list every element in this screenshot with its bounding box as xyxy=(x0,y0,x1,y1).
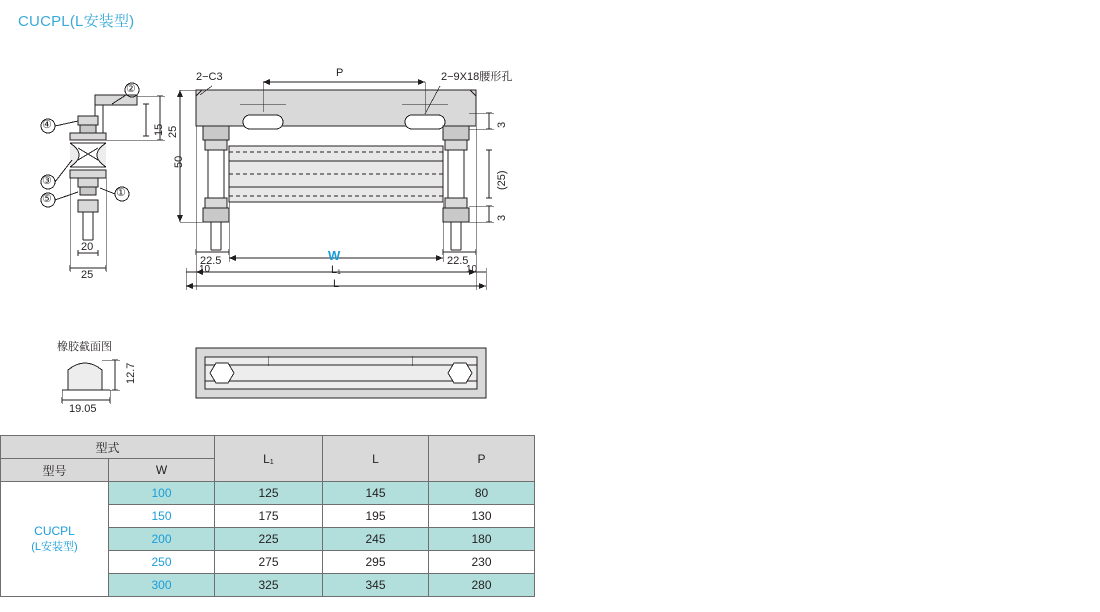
table-header-row-1 xyxy=(1,436,535,459)
pitch-label: P xyxy=(336,67,344,79)
chamfer-label: 2−C3 xyxy=(196,71,223,83)
dim-L-label: L xyxy=(333,278,340,290)
dim-offset-right-label: 10 xyxy=(466,264,478,275)
callout-1: ① xyxy=(116,187,126,199)
dim-20-label: 20 xyxy=(81,241,94,253)
dim-3-top-label: 3 xyxy=(496,121,508,128)
series-name: CUCPL xyxy=(34,523,75,538)
cell-l: 245 xyxy=(323,528,429,551)
dim-3-bottom-label: 3 xyxy=(496,214,508,221)
cell-w: 300 xyxy=(109,574,215,597)
dim-L1-label: L₁ xyxy=(331,264,341,276)
header-type-group: 型式 xyxy=(1,436,215,459)
callout-3: ③ xyxy=(42,175,52,187)
dim-15-label: 15 xyxy=(153,123,165,136)
dim-W-label: W xyxy=(328,248,341,263)
dim-edge-right-label: 22.5 xyxy=(447,255,469,267)
dim-edge-left-label: 22.5 xyxy=(200,255,222,267)
dim-25-top-label: 25 xyxy=(167,125,179,138)
cell-w: 200 xyxy=(109,528,215,551)
cell-w: 100 xyxy=(109,482,215,505)
slot-hole-label: 2−9X18腰形孔 xyxy=(441,71,513,83)
rubber-width-label: 19.05 xyxy=(69,403,97,415)
dim-25-label: 25 xyxy=(81,269,94,281)
callout-5: ⑤ xyxy=(42,193,52,205)
rubber-section-label: 橡胶截面图 xyxy=(57,341,112,353)
cell-l: 195 xyxy=(323,505,429,528)
header-l1: L₁ xyxy=(215,436,323,482)
cell-p: 280 xyxy=(429,574,535,597)
cell-l: 345 xyxy=(323,574,429,597)
series-name-cell xyxy=(1,482,109,597)
cell-l1: 275 xyxy=(215,551,323,574)
header-l: L xyxy=(323,436,429,482)
spec-table xyxy=(0,435,535,597)
cell-w: 250 xyxy=(109,551,215,574)
cell-l: 295 xyxy=(323,551,429,574)
cell-w: 150 xyxy=(109,505,215,528)
header-w: W xyxy=(109,459,215,482)
cell-l1: 125 xyxy=(215,482,323,505)
table-row xyxy=(1,482,535,505)
header-model: 型号 xyxy=(1,459,109,482)
cell-l: 145 xyxy=(323,482,429,505)
cell-p: 130 xyxy=(429,505,535,528)
dim-50-label: 50 xyxy=(173,155,185,168)
cell-p: 180 xyxy=(429,528,535,551)
cell-p: 230 xyxy=(429,551,535,574)
dim-offset-left-label: 10 xyxy=(199,264,211,275)
cell-p: 80 xyxy=(429,482,535,505)
callout-2: ② xyxy=(126,83,136,95)
cell-l1: 225 xyxy=(215,528,323,551)
cell-l1: 175 xyxy=(215,505,323,528)
header-p: P xyxy=(429,436,535,482)
callout-4: ④ xyxy=(42,119,52,131)
cell-l1: 325 xyxy=(215,574,323,597)
series-sub: (L安装型) xyxy=(31,540,78,553)
page-title: CUCPL(L安装型) xyxy=(18,13,135,30)
rubber-height-label: 12.7 xyxy=(125,362,137,384)
dim-25-paren-label: (25) xyxy=(496,170,508,190)
